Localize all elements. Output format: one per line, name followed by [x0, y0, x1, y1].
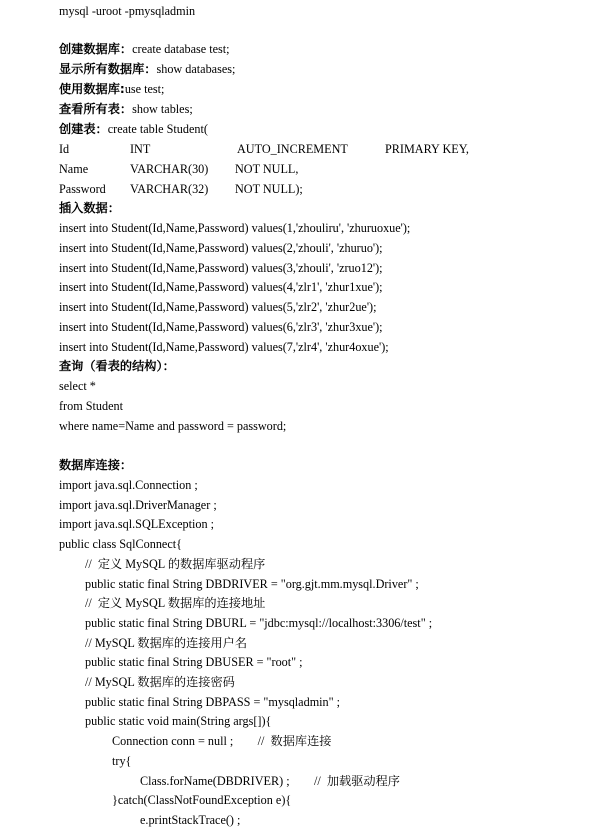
cmd-label: 使用数据库:: [59, 82, 125, 96]
code-line: Connection conn = null ; // 数据库连接: [112, 734, 332, 748]
code-line: // MySQL 数据库的连接用户名: [85, 636, 248, 650]
insert-line: insert into Student(Id,Name,Password) values(3,'zhouli', 'zruo12');: [59, 261, 383, 275]
cmd-create-database: [59, 41, 230, 57]
col-key: PRIMARY KEY,: [385, 142, 469, 156]
query-line: where name=Name and password = password;: [59, 419, 287, 433]
cmd-show-databases: [59, 61, 235, 77]
code-line: public static final String DBURL = "jdbc:mysql://localhost:3306/test" ;: [85, 616, 433, 630]
code-line: // 定义 MySQL 的数据库驱动程序: [85, 557, 266, 571]
code-line: try{: [112, 754, 132, 768]
code-line: // MySQL 数据库的连接密码: [85, 675, 235, 689]
col-name: Name: [59, 162, 89, 176]
col-type: VARCHAR(32): [130, 182, 209, 196]
query-heading: 查询（看表的结构）：: [59, 359, 175, 373]
code-line: public static void main(String args[]){: [85, 714, 272, 728]
cmd-label: 创建表：: [59, 122, 108, 136]
code-line: e.printStackTrace() ;: [140, 813, 241, 827]
code-line: import java.sql.Connection ;: [59, 478, 198, 492]
cmd-label: 创建数据库：: [59, 42, 133, 56]
code-line: public static final String DBPASS = "mysqladmin" ;: [85, 695, 341, 709]
cmd-show-tables: [59, 101, 193, 117]
cmd-create-table: [59, 121, 208, 137]
code-line: public static final String DBDRIVER = "org.gjt.mm.mysql.Driver" ;: [85, 577, 419, 591]
cmd-code: show databases;: [156, 62, 236, 76]
code-line: public static final String DBUSER = "root" ;: [85, 655, 303, 669]
cmd-label: 查看所有表：: [59, 102, 133, 116]
cmd-code: use test;: [124, 82, 165, 96]
col-option: NOT NULL);: [235, 182, 303, 196]
col-name: Id: [59, 142, 70, 156]
insert-line: insert into Student(Id,Name,Password) values(6,'zlr3', 'zhur3xue');: [59, 320, 383, 334]
col-option: AUTO_INCREMENT: [237, 142, 348, 156]
cmd-code: create table Student(: [107, 122, 208, 136]
insert-line: insert into Student(Id,Name,Password) values(2,'zhouli', 'zhuruo');: [59, 241, 383, 255]
insert-line: insert into Student(Id,Name,Password) values(7,'zlr4', 'zhur4oxue');: [59, 340, 389, 354]
cmd-use-database: [59, 81, 164, 97]
col-name: Password: [59, 182, 106, 196]
col-type: INT: [130, 142, 151, 156]
code-line: Class.forName(DBDRIVER) ; // 加载驱动程序: [140, 774, 400, 788]
insert-line: insert into Student(Id,Name,Password) values(4,'zlr1', 'zhur1xue');: [59, 280, 383, 294]
login-command: mysql -uroot -pmysqladmin: [59, 4, 196, 18]
code-line: }catch(ClassNotFoundException e){: [112, 793, 292, 807]
insert-heading: 插入数据：: [59, 201, 120, 215]
code-line: public class SqlConnect{: [59, 537, 182, 551]
query-line: from Student: [59, 399, 123, 413]
cmd-code: show tables;: [132, 102, 193, 116]
code-line: // 定义 MySQL 数据库的连接地址: [85, 596, 266, 610]
insert-line: insert into Student(Id,Name,Password) values(5,'zlr2', 'zhur2ue');: [59, 300, 377, 314]
query-line: select *: [59, 379, 96, 393]
code-line: import java.sql.SQLException ;: [59, 517, 215, 531]
col-type: VARCHAR(30): [130, 162, 209, 176]
connection-heading: 数据库连接：: [59, 458, 133, 472]
col-option: NOT NULL,: [235, 162, 299, 176]
code-line: import java.sql.DriverManager ;: [59, 498, 217, 512]
insert-line: insert into Student(Id,Name,Password) values(1,'zhouliru', 'zhuruoxue');: [59, 221, 411, 235]
cmd-code: create database test;: [132, 42, 230, 56]
cmd-label: 显示所有数据库：: [59, 62, 157, 76]
